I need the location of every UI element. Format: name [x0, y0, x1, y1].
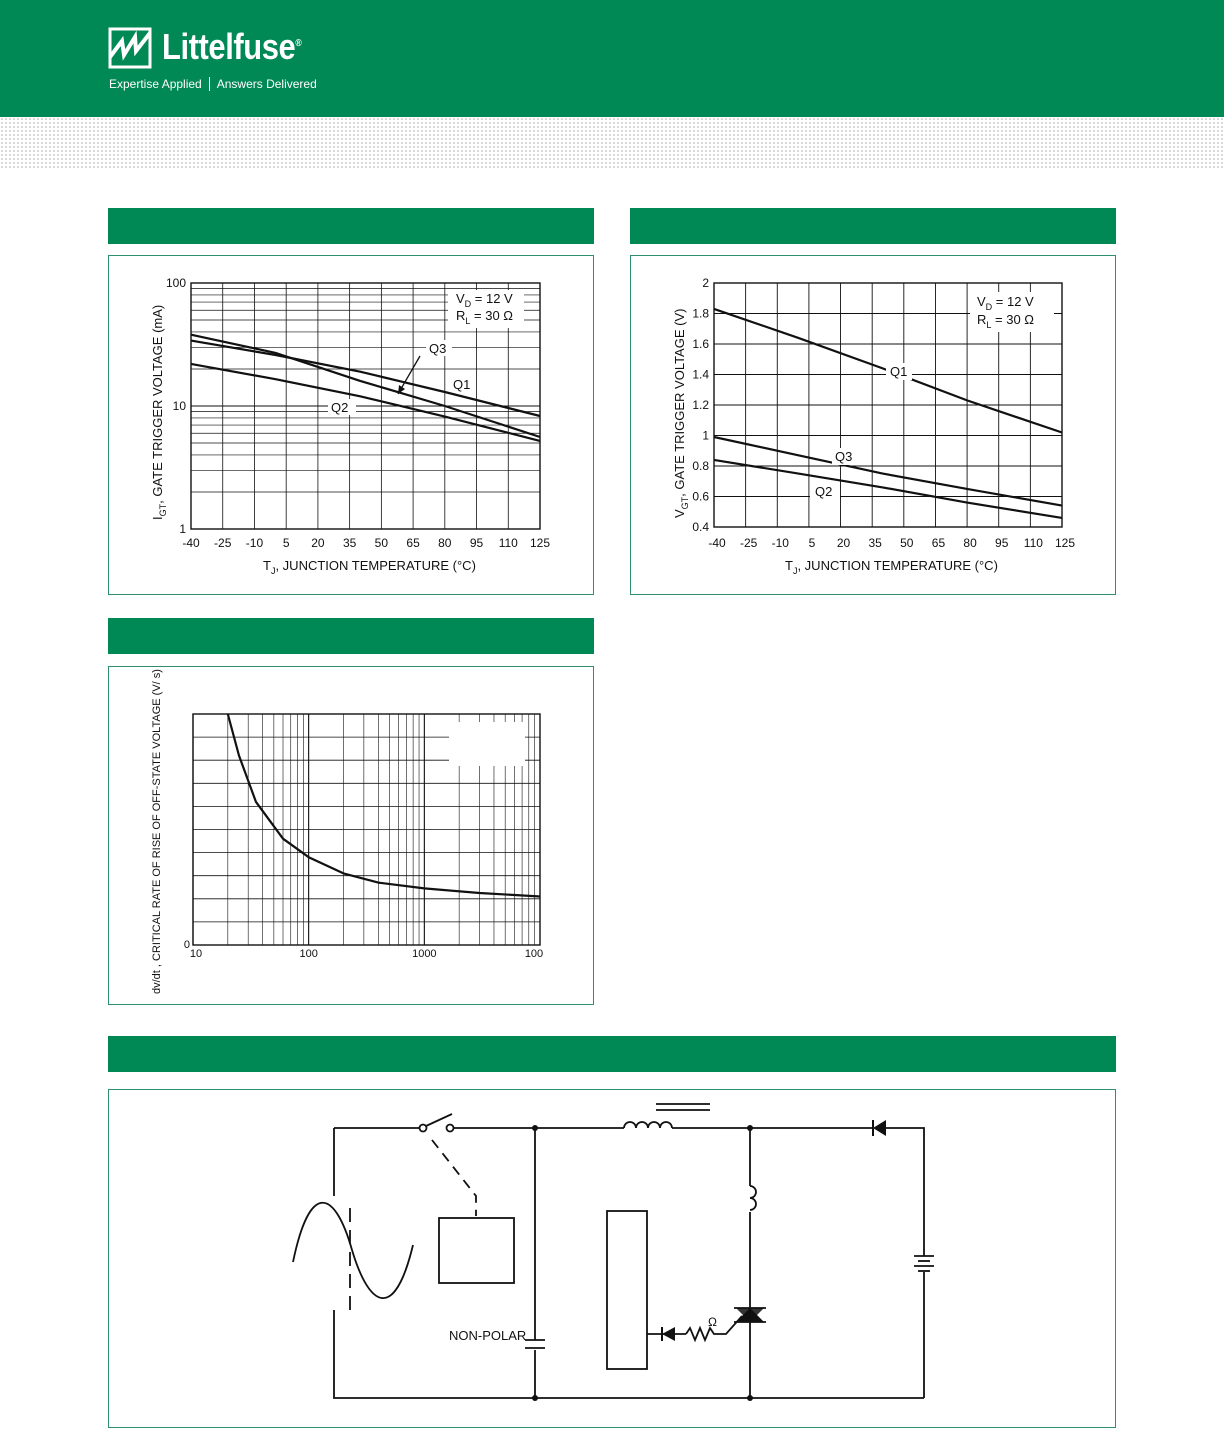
- igt-label-q1: Q1: [453, 377, 471, 392]
- igt-label-q2: Q2: [331, 400, 349, 415]
- vgt-label-q1: Q1: [890, 364, 908, 379]
- relay-box: [439, 1218, 514, 1283]
- igt-xlabel: $T_J$, JUNCTION TEMPERATURE (°C): [263, 558, 476, 576]
- inductor-vertical: [750, 1186, 756, 1210]
- igt-x-tick-label: -40: [182, 536, 200, 550]
- igt-ylabel: $I_{GT}$, GATE TRIGGER VOLTAGE (mA): [150, 304, 168, 520]
- igt-x-tick-label: -25: [214, 536, 232, 550]
- ac-sine-symbol: [293, 1203, 413, 1298]
- vgt-label-q2: Q2: [815, 484, 833, 499]
- resistor-label: Ω: [708, 1315, 717, 1329]
- capacitor-label: NON-POLAR: [449, 1328, 527, 1343]
- wire-bottom: [334, 1310, 924, 1398]
- vgt-ylabel: $V_{GT}$, GATE TRIGGER VOLTAGE (V): [672, 308, 690, 518]
- switch-contact-right: [447, 1125, 454, 1132]
- vgt-x-tick-label: 65: [931, 536, 946, 550]
- dvdt-y-tick-label: 0: [183, 939, 190, 951]
- switch-linkage: [432, 1140, 476, 1216]
- vgt-condition-vd: $V_D = 12$ V: [977, 294, 1034, 312]
- igt-x-tick-label: 50: [374, 536, 389, 550]
- dvdt-ylabel: dv/dt , CRITICAL RATE OF RISE OF OFF-STATE VOLTAGE (V/ s): [151, 669, 163, 994]
- junction-dot: [747, 1125, 753, 1131]
- vgt-y-tick-label: 1.6: [692, 337, 709, 351]
- tagline-left: Expertise Applied: [109, 77, 202, 91]
- igt-x-tick-label: 35: [342, 536, 357, 550]
- igt-x-tick-label: 65: [406, 536, 420, 550]
- vgt-x-tick-label: 125: [1054, 536, 1076, 550]
- igt-x-tick-label: 5: [282, 536, 290, 550]
- vgt-x-tick-label: 95: [995, 536, 1009, 550]
- igt-condition-rl: $R_L = 30$ Ω: [456, 308, 514, 326]
- igt-y-tick-label: 100: [165, 276, 186, 290]
- dvdt-x-tick-label: 10: [189, 948, 203, 960]
- diode-top-icon: [873, 1120, 886, 1136]
- igt-x-tick-label: 110: [498, 536, 518, 550]
- vgt-x-tick-label: 80: [963, 536, 977, 550]
- vgt-y-tick-label: 1.8: [692, 306, 709, 321]
- brand-name: Littelfuse®: [162, 26, 302, 67]
- vgt-x-tick-label: -10: [771, 536, 789, 550]
- igt-y-tick-label: 10: [172, 399, 186, 413]
- vgt-y-tick-label: 1.2: [692, 398, 709, 412]
- junction-dot: [532, 1125, 538, 1131]
- dvdt-x-tick-label: 100: [524, 948, 544, 960]
- vgt-x-tick-label: 5: [808, 536, 816, 550]
- vgt-label-q3: Q3: [835, 449, 853, 464]
- vgt-condition-rl: $R_L = 30$ Ω: [977, 312, 1035, 330]
- vgt-y-tick-label: 1.4: [692, 367, 709, 382]
- junction-dot: [532, 1395, 538, 1401]
- inductor-top: [624, 1122, 672, 1128]
- igt-x-tick-label: 80: [438, 536, 452, 550]
- vgt-x-tick-label: 20: [836, 536, 851, 550]
- vgt-x-tick-label: 110: [1023, 536, 1043, 550]
- igt-x-tick-label: 20: [311, 536, 325, 550]
- vgt-y-tick-label: 0.6: [692, 489, 709, 504]
- vgt-y-tick-label: 0.8: [692, 459, 709, 473]
- dvdt-x-tick-label: 1000: [412, 948, 437, 960]
- vgt-x-tick-label: 35: [868, 536, 882, 550]
- igt-condition-vd: $V_D = 12$ V: [456, 291, 513, 309]
- vgt-x-tick-label: -40: [708, 536, 726, 550]
- switch-contact-left: [420, 1125, 427, 1132]
- vgt-y-tick-label: 1: [702, 428, 709, 443]
- igt-x-tick-label: -10: [245, 536, 264, 550]
- igt-x-tick-label: 125: [529, 536, 551, 550]
- dvdt-x-tick-label: 100: [299, 948, 318, 960]
- vgt-y-tick-label: 0.4: [692, 520, 709, 534]
- control-box: [607, 1211, 647, 1369]
- diode-gate-icon: [662, 1327, 675, 1341]
- junction-dot: [747, 1395, 753, 1401]
- vgt-y-tick-label: 2: [702, 276, 709, 290]
- igt-x-tick-label: 95: [469, 536, 484, 550]
- igt-y-tick-label: 1: [179, 522, 186, 536]
- vgt-x-tick-label: -25: [739, 536, 758, 550]
- wire-right-upper: [886, 1128, 924, 1256]
- tagline-right: Answers Delivered: [216, 77, 317, 91]
- igt-label-q3: Q3: [429, 341, 447, 356]
- vgt-x-tick-label: 50: [900, 536, 914, 550]
- vgt-xlabel: $T_J$, JUNCTION TEMPERATURE (°C): [785, 558, 998, 576]
